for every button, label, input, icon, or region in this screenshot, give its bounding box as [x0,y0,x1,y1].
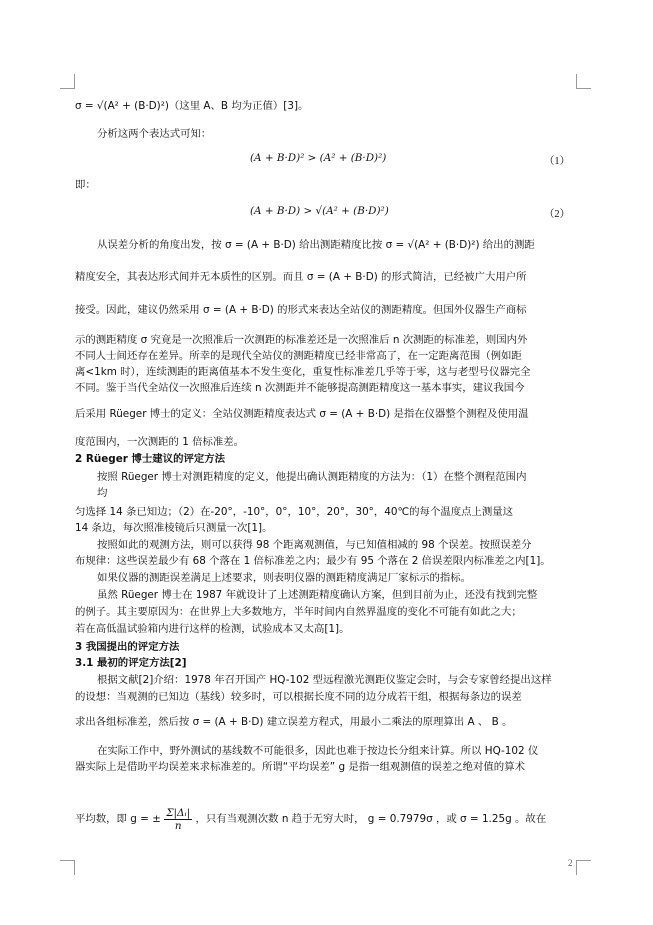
margin-mark-bottom-right [576,860,591,875]
text-line: 精度安全，其表达形式间并无本质性的区别。而且 σ = (A + B·D) 的形式简洁，已经被广大用户所 [75,271,527,283]
margin-mark-bottom-left [60,860,75,875]
formula-suffix: ，只有当观测次数 n 趋于无穷大时， g = 0.7979σ ，或 σ = 1.25g 。故在 [195,813,547,825]
text-line: 按照如此的观测方法，则可以获得 98 个距离观测值，与已知值相减的 98 个误差。按照误差分 [97,539,532,551]
text-line: 即： [75,179,96,191]
text-line: 14 条边，每次照准棱镜后只测量一次[1]。 [75,522,273,534]
text-line: 的例子。其主要原因为：在世界上大多数地方，半年时间内自然界温度的变化不可能有如此之大； [75,606,522,618]
fraction-denominator: n [174,819,182,832]
text-line: 接受。因此，建议仍然采用 σ = (A + B·D) 的形式来表达全站仪的测距精度。但国外仪器生产商标 [75,304,527,316]
text-line: 从误差分析的角度出发，按 σ = (A + B·D) 给出测距精度比按 σ = √(A² + (B·D)²) 给出的测距 [97,239,535,251]
text-line: 不同人士间还存在差异。所幸的是现代全站仪的测距精度已经非常高了，在一定距离范围（例如距 [75,350,522,362]
text-line: 后采用 Rüeger 博士的定义：全站仪测距精度表达式 σ = (A + B·D) 是指在仪器整个测程及使用温 [75,408,529,420]
text-line: 虽然 Rüeger 博士在 1987 年就设计了上述测距精度确认方案，但到目前为止，还没有找到完整 [97,589,538,601]
text-line: 示的测距精度 σ 究竟是一次照准后一次测距的标准差还是一次照准后 n 次测距的标准差，则国内外 [75,334,528,346]
equation-expr: (A + B·D) > √(A² + (B·D)²) [250,205,389,217]
formula-prefix: 平均数，即 g = ± [75,813,161,825]
text-line: 如果仪器的测距误差满足上述要求，则表明仪器的测距精度满足厂家标示的指标。 [97,572,472,584]
text-line: 若在高低温试验箱内进行这样的检测，试验成本又太高[1]。 [75,623,350,635]
text-line: 器实际上是借助平均误差来求标准差的。所谓“平均误差” g 是指一组观测值的误差之绝对值的算术 [75,761,525,773]
text-line: 不同。鉴于当代全站仪一次照准后连续 n 次测距并不能够提高测距精度这一基本事实，建议我国今 [75,382,525,394]
text-line: 在实际工作中，野外测试的基线数不可能很多，因此也难于按边长分组来计算。所以 HQ-102 仪 [97,745,539,757]
equation-number: （1） [544,156,570,167]
text-line: 求出各组标准差，然后按 σ = (A + B·D) 建立误差方程式，用最小二乘法的原理算出 A 、 B 。 [75,716,513,728]
page-number: 2 [568,858,573,868]
fraction-numerator: Σ|Δᵢ| [166,806,191,819]
text-line: 按照 Rüeger 博士对测距精度的定义，他提出确认测距精度的方法为：（1）在整个测程范围内 [97,471,527,483]
margin-mark-top-left [60,74,75,89]
text-line: σ = √(A² + (B·D)²)（这里 A、B 均为正值）[3]。 [75,100,309,112]
text-line: 均 [97,487,108,499]
text-line: 匀选择 14 条已知边；（2）在-20°，-10°，0°，10°，20°，30°，40℃的每个温度点上测量这 [75,506,514,518]
text-line: 布规律：这些误差最少有 68 个落在 1 倍标准差之内；最少有 95 个落在 2 倍误差限内标准差之内[1]。 [75,555,551,567]
text-line: 分析这两个表达式可知： [97,128,212,140]
subsection-heading: 3.1 最初的评定方法[2] [75,657,187,669]
text-line: 离<1km 时），连续测距的距离值基本不发生变化，重复性标准差几乎等于零，这与老型号仪器完全 [75,366,531,378]
section-heading: 3 我国提出的评定方法 [75,641,180,653]
text-line: 度范围内，一次测距的 1 倍标准差。 [75,436,245,448]
mean-error-fraction [164,807,192,832]
text-line: 的设想：当观测的已知边（基线）较多时，可以根据长度不同的边分成若干组，根据每条边的误差 [75,691,522,703]
text-line: 根据文献[2]介绍：1978 年召开国产 HQ-102 型远程激光测距仪鉴定会时，与会专家曾经提出这样 [97,674,552,686]
section-heading: 2 Rüeger 博士建议的评定方法 [75,453,226,465]
equation-number: （2） [544,209,570,220]
formula-line [75,805,580,833]
margin-mark-top-right [576,74,591,89]
equation-expr: (A + B·D)² > (A² + (B·D)²) [250,152,387,164]
